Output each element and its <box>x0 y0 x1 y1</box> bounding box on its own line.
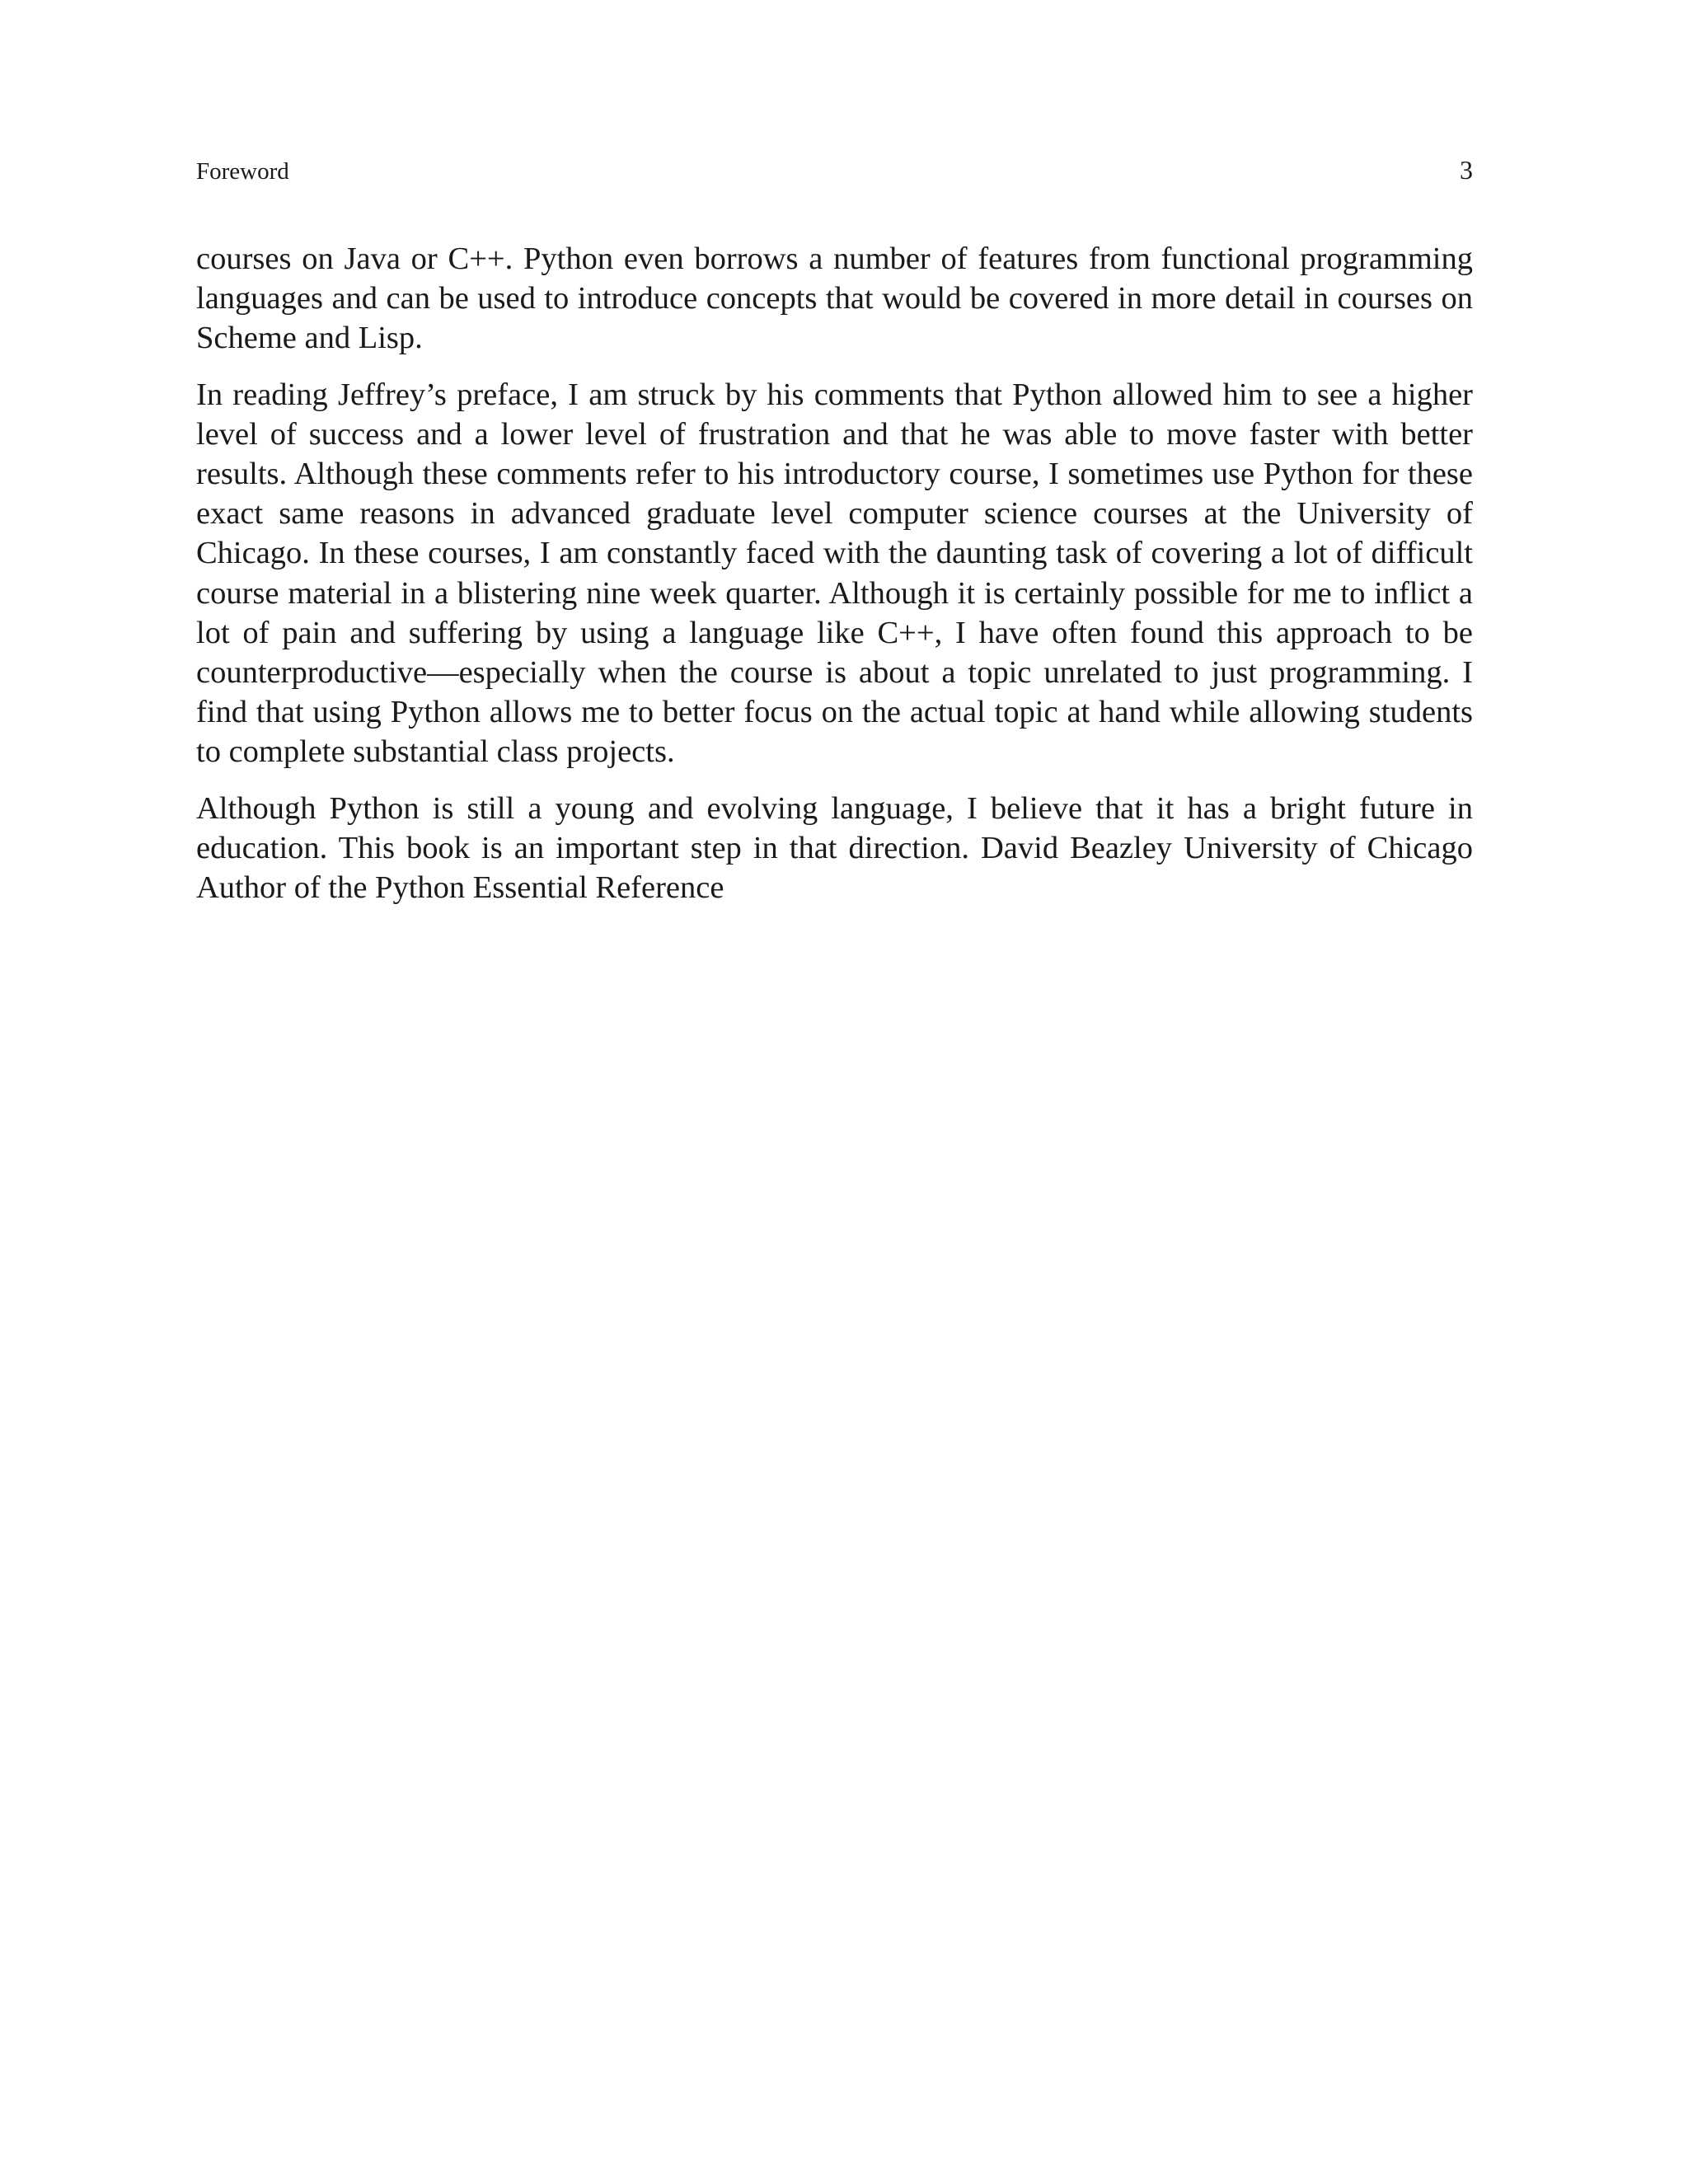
paragraph-1: courses on Java or C++. Python even borrows a number of features from functional programming languages and can be used to introduce concepts that would be covered in more detail in courses on Scheme and Lisp. <box>196 241 1473 356</box>
running-header-title: Foreword <box>196 158 289 185</box>
paragraph-2: In reading Jeffrey’s preface, I am struck by his comments that Python allowed him to see a higher level of success and a lower level of frustration and that he was able to move faster with better results. Although these comments refer to his introductory course, I sometimes use Python for these exact same reasons in advanced graduate level computer science courses at the University of Chicago. In these courses, I am constantly faced with the daunting task of covering a lot of difficult course material in a blistering nine week quarter. Although it is certainly possible for me to inflict a lot of pain and suffering by using a language like C++, I have often found this approach to be counterproductive—especially when the course is about a topic unrelated to just programming. I find that using Python allows me to better focus on the actual topic at hand while allowing students to complete substantial class projects. <box>196 377 1473 770</box>
paragraph-3: Although Python is still a young and evolving language, I believe that it has a bright future in education. This book is an important step in that direction. David Beazley University of Chicago Author of the Python Essential Reference <box>196 790 1473 906</box>
running-header <box>196 155 1473 191</box>
body-text <box>196 239 1473 924</box>
page-number: 3 <box>1460 155 1473 185</box>
